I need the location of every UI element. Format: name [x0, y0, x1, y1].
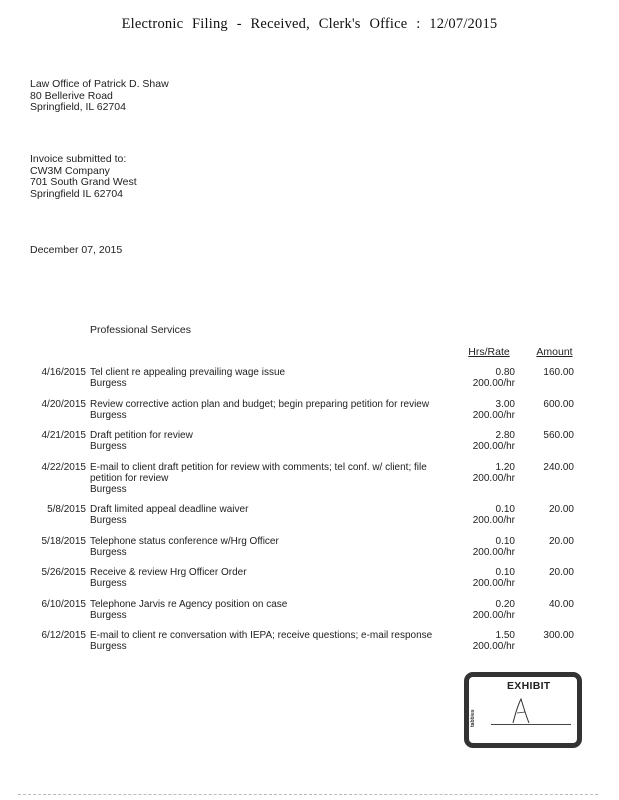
recipient-intro: Invoice submitted to: [30, 153, 127, 165]
exhibit-brand-text: tabbies [470, 709, 476, 727]
invoice-entry [0, 430, 619, 452]
entry-rate: 200.00/hr [472, 546, 515, 558]
recipient-address [30, 154, 137, 200]
page-bottom-divider [18, 794, 598, 795]
invoice-entries [0, 367, 619, 662]
entry-description: Tel client re appealing prevailing wage issue [90, 367, 286, 378]
invoice-entry [0, 630, 619, 652]
exhibit-signature-line [491, 724, 571, 725]
entry-amount: 600.00 [543, 398, 574, 410]
sender-address [30, 79, 169, 114]
invoice-entry [0, 504, 619, 526]
entry-rate: 200.00/hr [472, 578, 515, 589]
entry-hours: 0.80 [495, 367, 515, 378]
entry-attorney: Burgess [90, 609, 127, 621]
entry-amount: 160.00 [543, 367, 574, 378]
entry-rate: 200.00/hr [472, 378, 515, 389]
entry-amount: 560.00 [543, 430, 574, 441]
entry-date: 4/16/2015 [41, 367, 86, 378]
entry-attorney: Burgess [90, 515, 127, 526]
entry-date: 4/22/2015 [41, 461, 86, 473]
entry-hours: 0.10 [495, 567, 515, 578]
entry-date: 4/21/2015 [41, 430, 86, 441]
entry-hours: 0.10 [495, 535, 515, 547]
entry-rate: 200.00/hr [472, 515, 515, 526]
entry-amount: 240.00 [543, 461, 574, 473]
entry-hours: 0.10 [495, 504, 515, 515]
filing-stamp-header: Electronic Filing - Received, Clerk's Office : 12/07/2015 [121, 16, 498, 32]
entry-description: E-mail to client re conversation with IEPA; receive questions; e-mail response [90, 630, 433, 641]
exhibit-letter-mark [507, 697, 547, 725]
entry-description: Draft limited appeal deadline waiver [90, 504, 249, 515]
sender-city: Springfield, IL 62704 [30, 101, 126, 113]
entry-attorney: Burgess [90, 546, 127, 558]
entry-attorney: Burgess [90, 578, 127, 589]
invoice-entry [0, 367, 619, 389]
recipient-name: CW3M Company [30, 164, 110, 177]
entry-amount: 300.00 [543, 630, 574, 641]
invoice-entry [0, 399, 619, 421]
recipient-street: 701 South Grand West [30, 176, 137, 188]
section-title: Professional Services [90, 324, 191, 336]
entry-description: Draft petition for review [90, 430, 193, 441]
entry-rate: 200.00/hr [472, 472, 515, 484]
entry-date: 6/10/2015 [41, 598, 86, 610]
entry-hours: 1.20 [495, 461, 515, 473]
entry-date: 4/20/2015 [41, 398, 86, 410]
entry-description: Receive & review Hrg Officer Order [90, 567, 247, 578]
entry-description: Telephone Jarvis re Agency position on case [90, 598, 288, 610]
entry-hours: 1.50 [495, 630, 515, 641]
entry-description: E-mail to client draft petition for review with comments; tel conf. w/ client; file petition for review [90, 461, 427, 484]
recipient-city: Springfield IL 62704 [30, 187, 124, 200]
invoice-entry [0, 536, 619, 558]
entry-date: 6/12/2015 [41, 630, 86, 641]
entry-attorney: Burgess [90, 409, 127, 421]
invoice-entry [0, 567, 619, 589]
exhibit-sticker [464, 672, 582, 748]
entry-rate: 200.00/hr [472, 641, 515, 652]
column-header-hrs-rate: Hrs/Rate [468, 346, 510, 358]
entry-date: 5/26/2015 [41, 567, 86, 578]
invoice-entry [0, 462, 619, 495]
entry-amount: 40.00 [548, 598, 574, 610]
entry-date: 5/18/2015 [41, 535, 86, 547]
entry-hours: 0.20 [495, 598, 515, 610]
sender-street: 80 Bellerive Road [30, 89, 113, 102]
entry-hours: 2.80 [495, 430, 515, 441]
entry-rate: 200.00/hr [472, 609, 515, 621]
entry-amount: 20.00 [548, 504, 574, 515]
invoice-entry [0, 599, 619, 621]
entry-attorney: Burgess [90, 641, 127, 652]
invoice-date: December 07, 2015 [30, 244, 123, 256]
entry-amount: 20.00 [548, 535, 574, 547]
entry-attorney: Burgess [90, 483, 127, 495]
entry-hours: 3.00 [495, 398, 515, 410]
entry-description: Telephone status conference w/Hrg Officer [90, 535, 279, 547]
entry-attorney: Burgess [90, 378, 127, 389]
entry-rate: 200.00/hr [472, 441, 515, 452]
exhibit-label: EXHIBIT [507, 680, 551, 692]
entry-rate: 200.00/hr [472, 409, 515, 421]
entry-attorney: Burgess [90, 441, 127, 452]
sender-name: Law Office of Patrick D. Shaw [30, 78, 169, 90]
entry-amount: 20.00 [548, 567, 574, 578]
entry-description: Review corrective action plan and budget; begin preparing petition for review [90, 398, 430, 410]
entry-date: 5/8/2015 [47, 504, 86, 515]
column-header-amount: Amount [536, 346, 573, 358]
